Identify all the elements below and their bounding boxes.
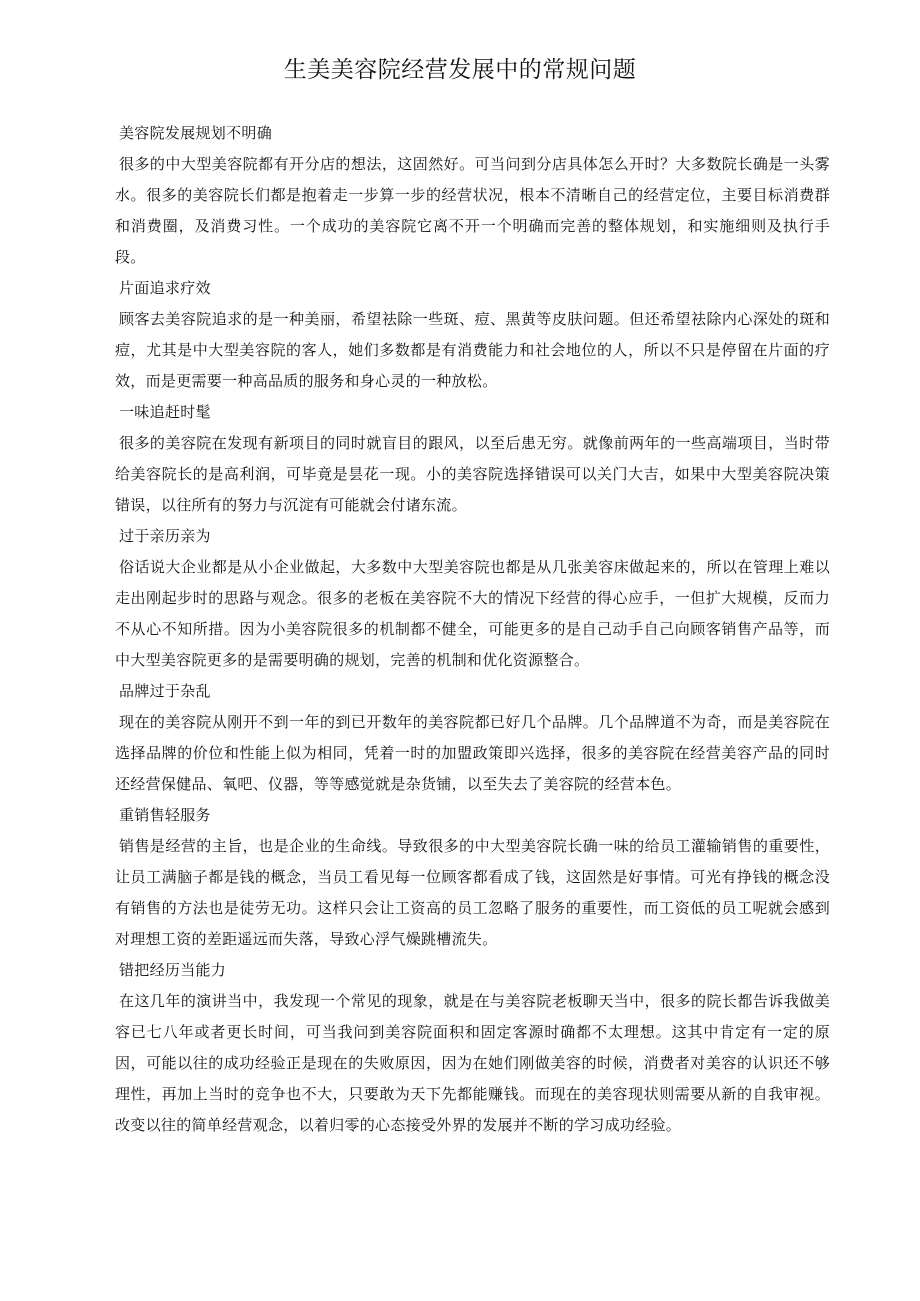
section-paragraph: 顾客去美容院追求的是一种美丽，希望祛除一些斑、痘、黑黄等皮肤问题。但还希望祛除内心深处的斑和痘，尤其是中大型美容院的客人，她们多数都是有消费能力和社会地位的人，所以不只是停留在片面的疗效，而是更需要一种高品质的服务和身心灵的一种放松。 — [115, 310, 830, 390]
section-heading: 重销售轻服务 — [119, 806, 211, 824]
section-trends — [115, 397, 830, 521]
section-paragraph: 很多的美容院在发现有新项目的同时就盲目的跟风，以至后患无穷。就像前两年的一些高端项目，当时带给美容院长的是高利润，可毕竟是昙花一现。小的美容院选择错误可以关门大吉，如果中大型美容院决策错误，以往所有的努力与沉淀有可能就会付诸东流。 — [115, 434, 830, 514]
section-heading: 一味追赶时髦 — [119, 403, 211, 421]
document-title: 生美美容院经营发展中的常规问题 — [283, 57, 637, 83]
section-heading: 错把经历当能力 — [119, 961, 227, 979]
section-paragraph: 俗话说大企业都是从小企业做起，大多数中大型美容院也都是从几张美容床做起来的，所以在管理上难以走出刚起步时的思路与观念。很多的老板在美容院不大的情况下经营的得心应手，一但扩大规模，反而力不从心不知所措。因为小美容院很多的机制都不健全，可能更多的是自己动手自己向顾客销售产品等，而中大型美容院更多的是需要明确的规划，完善的机制和优化资源整合。 — [115, 558, 830, 669]
section-paragraph: 很多的中大型美容院都有开分店的想法，这固然好。可当问到分店具体怎么开时？大多数院长确是一头雾水。很多的美容院长们都是抱着走一步算一步的经营状况，根本不清晰自己的经营定位，主要目标消费群和消费圈，及消费习性。一个成功的美容院它离不开一个明确而完善的整体规划，和实施细则及执行手段。 — [115, 155, 830, 266]
section-heading: 片面追求疗效 — [119, 279, 211, 297]
section-experience — [115, 955, 830, 1141]
section-handson — [115, 521, 830, 676]
section-brands — [115, 676, 830, 800]
section-paragraph: 在这几年的演讲当中，我发现一个常见的现象，就是在与美容院老板聊天当中，很多的院长都告诉我做美容已七八年或者更长时间，可当我问到美容院面积和固定客源时确都不太理想。这其中肯定有一定的原因，可能以往的成功经验正是现在的失败原因，因为在她们刚做美容的时候，消费者对美容的认识还不够理性，再加上当时的竞争也不大，只要敢为天下先都能赚钱。而现在的美容现状则需要从新的自我审视。改变以往的简单经营观念，以着归零的心态接受外界的发展并不断的学习成功经验。 — [115, 992, 830, 1134]
section-efficacy — [115, 273, 830, 397]
section-heading: 美容院发展规划不明确 — [119, 124, 273, 142]
section-heading: 品牌过于杂乱 — [119, 682, 211, 700]
section-paragraph: 销售是经营的主旨，也是企业的生命线。导致很多的中大型美容院长确一味的给员工灌输销售的重要性，让员工满脑子都是钱的概念，当员工看见每一位顾客都看成了钱，这固然是好事情。可光有挣钱的概念没有销售的方法也是徒劳无功。这样只会让工资高的员工忽略了服务的重要性，而工资低的员工呢就会感到对理想工资的差距遥远而失落，导致心浮气燥跳槽流失。 — [115, 837, 830, 948]
section-heading: 过于亲历亲为 — [119, 527, 211, 545]
section-paragraph: 现在的美容院从刚开不到一年的到已开数年的美容院都已好几个品牌。几个品牌道不为奇，而是美容院在选择品牌的价位和性能上似为相同，凭着一时的加盟政策即兴选择，很多的美容院在经营美容产品的同时还经营保健品、氧吧、仪器，等等感觉就是杂货铺，以至失去了美容院的经营本色。 — [115, 713, 830, 793]
section-sales — [115, 800, 830, 955]
section-planning — [115, 118, 830, 273]
document-content — [115, 118, 830, 1141]
